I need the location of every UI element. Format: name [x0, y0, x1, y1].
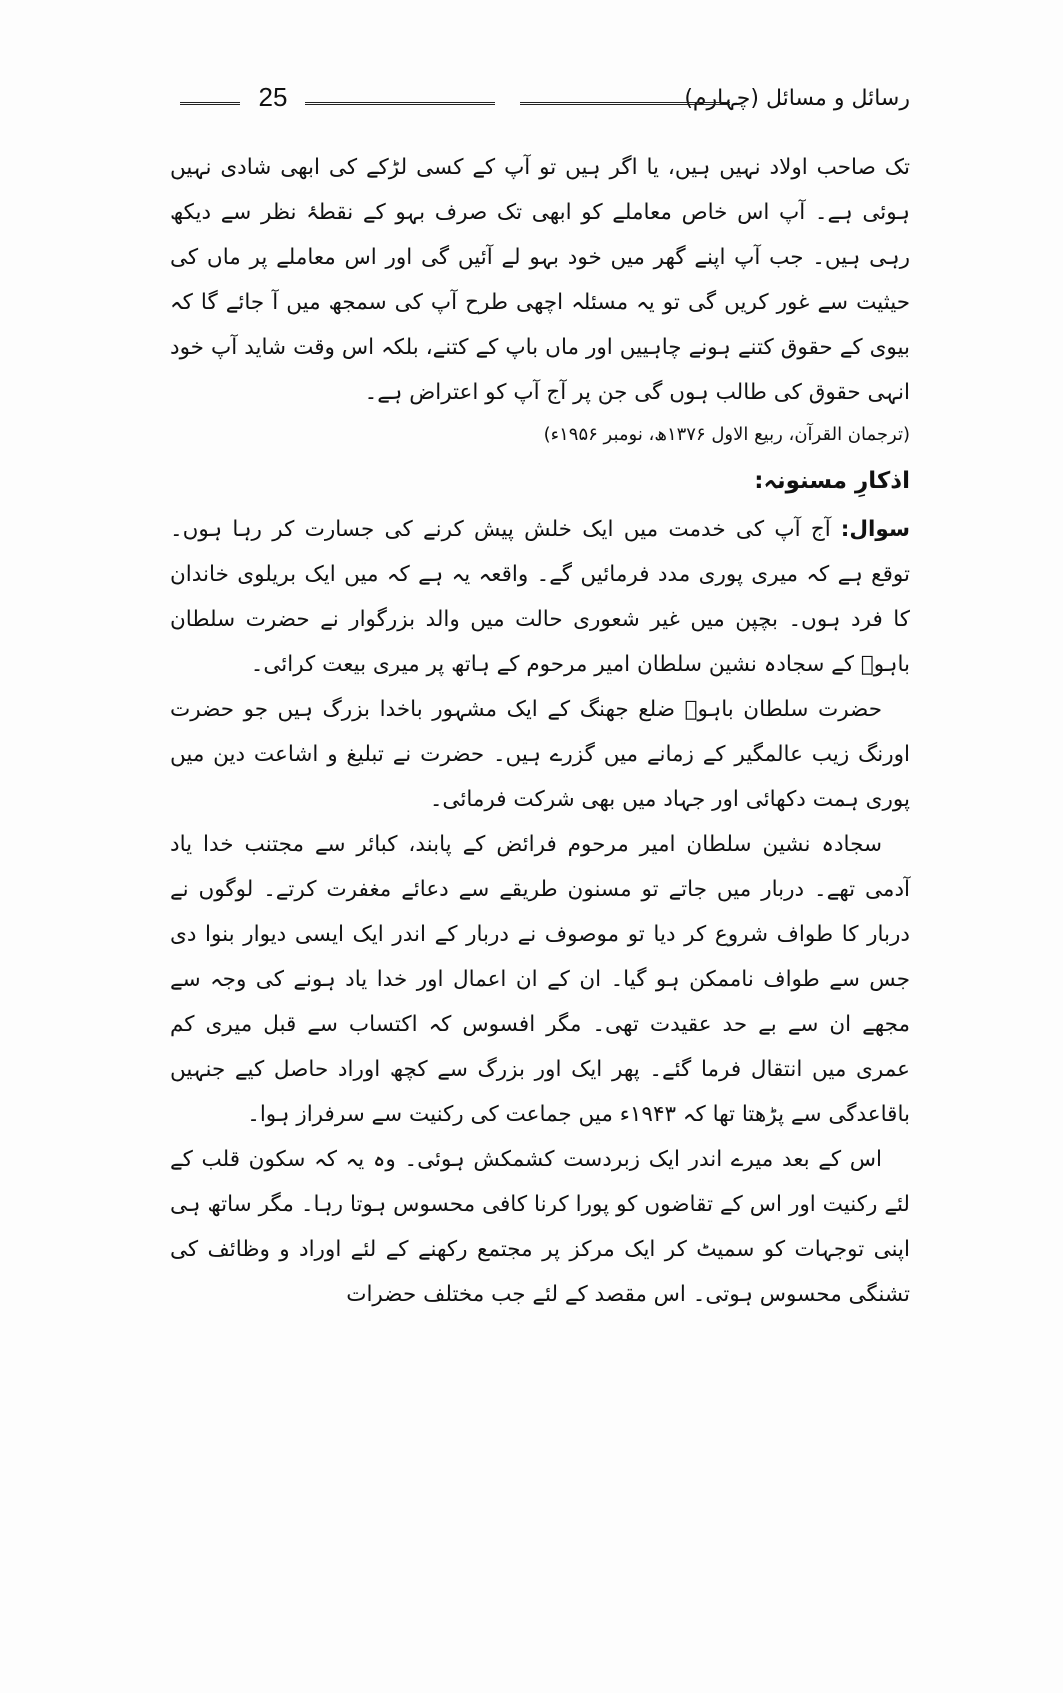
- book-title: رسائل و مسائل (چہارم): [684, 86, 910, 111]
- paragraph-inner-conflict: اس کے بعد میرے اندر ایک زبردست کشمکش ہوئی۔ وہ یہ کہ سکون قلب کے لئے رکنیت اور اس کے تقاضوں کو پورا کرنا کافی محسوس ہوتا رہا۔ مگر ساتھ ہی اپنی توجہات کو سمیٹ کر ایک مرکز پر مجتمع رکھنے کے لئے اوراد و وظائف کی تشنگی محسوس ہوتی۔ اس مقصد کے لئے جب مختلف حضرات: [170, 1147, 910, 1307]
- question-text: آج آپ کی خدمت میں ایک خلش پیش کرنے کی جسارت کر رہا ہوں۔ توقع ہے کہ میری پوری مدد فرمائیں گے۔ واقعہ یہ ہے کہ میں ایک بریلوی خاندان کا فرد ہوں۔ بچپن میں غیر شعوری حالت میں والد بزرگوار نے حضرت سلطان باہوؒ کے سجادہ نشین سلطان امیر مرحوم کے ہاتھ پر میری بیعت کرائی۔: [170, 517, 910, 677]
- question-label: سوال:: [840, 517, 910, 542]
- section-heading: اذکارِ مسنونہ:: [754, 468, 910, 494]
- running-header: [180, 82, 910, 122]
- paragraph-sultan-bahu: حضرت سلطان باہوؒ ضلع جھنگ کے ایک مشہور باخدا بزرگ ہیں جو حضرت اورنگ زیب عالمگیر کے زمانے میں گزرے ہیں۔ حضرت نے تبلیغ و اشاعت دین میں پوری ہمت دکھائی اور جہاد میں بھی شرکت فرمائی۔: [170, 697, 910, 812]
- question-paragraph: [170, 507, 910, 687]
- header-rule-left: [180, 102, 240, 105]
- page-body: [170, 145, 910, 1317]
- paragraph-continuation: تک صاحب اولاد نہیں ہیں، یا اگر ہیں تو آپ کے کسی لڑکے کی ابھی شادی نہیں ہوئی ہے۔ آپ اس خاص معاملے کو ابھی تک صرف بہو کے نقطۂ نظر سے دیکھ رہی ہیں۔ جب آپ اپنے گھر میں خود بہو لے آئیں گی اور اس معاملے پر ماں کی حیثیت سے غور کریں گی تو یہ مسئلہ اچھی طرح آپ کی سمجھ میں آ جائے گا کہ بیوی کے حقوق کتنے ہونے چاہییں اور ماں باپ کے کتنے، بلکہ اس وقت شاید آپ خود انہی حقوق کی طالب ہوں گی جن پر آج آپ کو اعتراض ہے۔: [170, 155, 910, 405]
- header-rule-right: [520, 102, 730, 105]
- paragraph-sajjada-nashin: سجادہ نشین سلطان امیر مرحوم فرائض کے پابند، کبائر سے مجتنب خدا یاد آدمی تھے۔ دربار میں جاتے تو مسنون طریقے سے دعائے مغفرت کرتے۔ لوگوں نے دربار کا طواف شروع کر دیا تو موصوف نے دربار کے اندر ایک ایسی دیوار بنوا دی جس سے طواف ناممکن ہو گیا۔ ان کے ان اعمال اور خدا یاد ہونے کی وجہ سے مجھے ان سے بے حد عقیدت تھی۔ مگر افسوس کہ اکتساب سے قبل میری کم عمری میں انتقال فرما گئے۔ پھر ایک اور بزرگ سے کچھ اوراد حاصل کیے جنہیں باقاعدگی سے پڑھتا تھا کہ ۱۹۴۳ء میں جماعت کی رکنیت سے سرفراز ہوا۔: [170, 832, 910, 1127]
- citation: (ترجمان القرآن، ربیع الاول ۱۳۷۶ھ، نومبر ۱۹۵۶ء): [543, 424, 910, 445]
- header-rule-middle: [305, 102, 495, 105]
- page-number: 25: [258, 82, 288, 112]
